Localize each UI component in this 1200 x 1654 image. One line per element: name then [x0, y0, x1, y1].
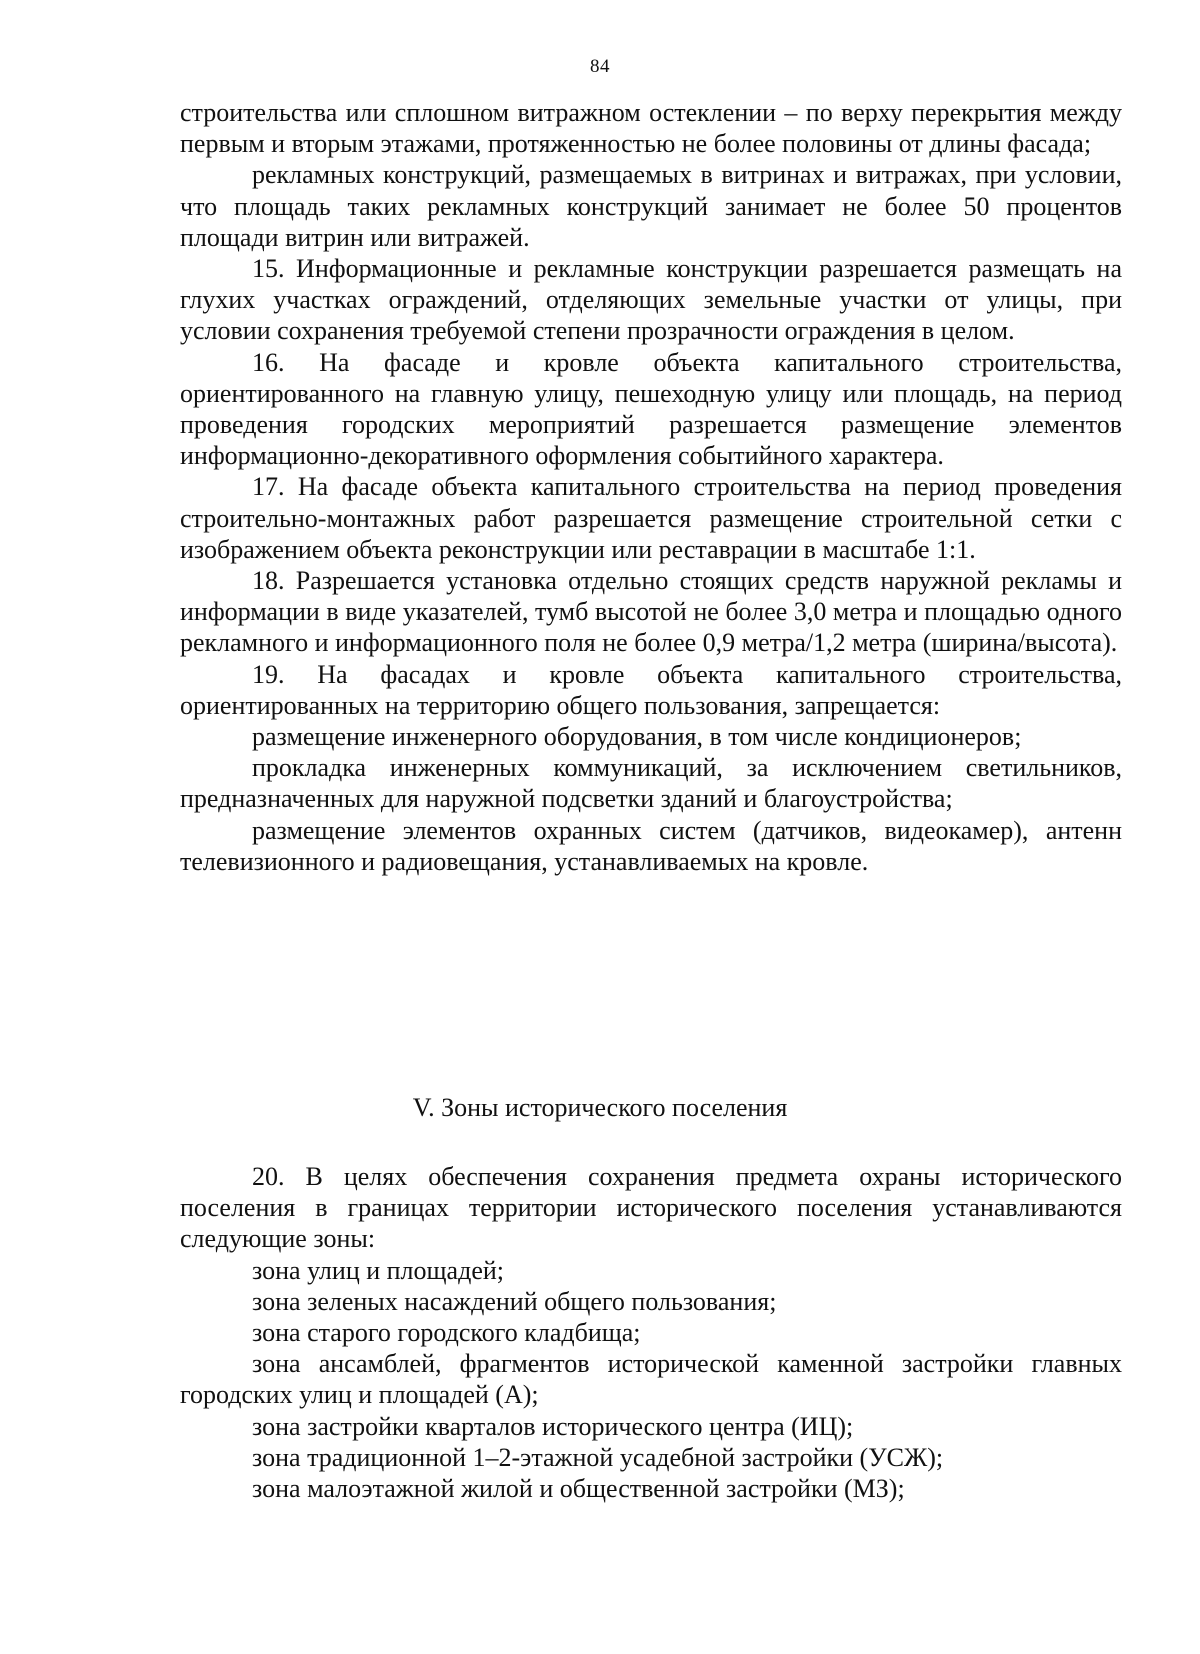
- paragraph-item-15: 15. Информационные и рекламные конструкции разрешается размещать на глухих участках ограждений, отделяющих земельные участки от улицы, при условии сохранения требуемой степени прозрачности ограждения в целом.: [180, 254, 1122, 346]
- list-item-zone-uszh: зона традиционной 1–2-этажной усадебной застройки (УСЖ);: [252, 1442, 944, 1472]
- list-item-zone-cemetery: зона старого городского кладбища;: [252, 1318, 641, 1348]
- list-item-security-systems: размещение элементов охранных систем (датчиков, видеокамер), антенн телевизионного и радиовещания, устанавливаемых на кровле.: [180, 815, 1122, 876]
- list-item-zone-streets: зона улиц и площадей;: [252, 1255, 505, 1285]
- paragraph-facade-glazing-continuation: строительства или сплошном витражном остеклении – по верху перекрытия между первым и вторым этажами, протяженностью не более половины от длины фасада;: [180, 98, 1122, 159]
- paragraph-item-16: 16. На фасаде и кровле объекта капитального строительства, ориентированного на главную улицу, пешеходную улицу или площадь, на период проведения городских мероприятий разрешается размещение элементов информационно-декоративного оформления событийного характера.: [180, 347, 1122, 471]
- page-number: 84: [590, 56, 610, 77]
- bottom-text-block: [180, 1161, 1122, 1504]
- list-item-engineering-communications: прокладка инженерных коммуникаций, за исключением светильников, предназначенных для наружной подсветки зданий и благоустройства;: [180, 753, 1122, 814]
- paragraph-window-advertising: рекламных конструкций, размещаемых в витринах и витражах, при условии, что площадь таких рекламных конструкций занимает не более 50 процентов площади витрин или витражей.: [180, 160, 1122, 252]
- section-heading: V. Зоны исторического поселения: [412, 1093, 788, 1122]
- paragraph-item-20: 20. В целях обеспечения сохранения предмета охраны исторического поселения в границах территории исторического поселения устанавливаются следующие зоны:: [180, 1162, 1122, 1254]
- list-item-engineering-equipment: размещение инженерного оборудования, в том числе кондиционеров;: [252, 722, 1022, 752]
- list-item-zone-a: зона ансамблей, фрагментов исторической каменной застройки главных городских улиц и площадей (А);: [180, 1349, 1122, 1410]
- paragraph-item-17: 17. На фасаде объекта капитального строительства на период проведения строительно-монтажных работ разрешается размещение строительной сетки с изображением объекта реконструкции или реставрации в масштабе 1:1.: [180, 472, 1122, 564]
- list-item-zone-ic: зона застройки кварталов исторического центра (ИЦ);: [252, 1411, 854, 1441]
- list-item-zone-mz: зона малоэтажной жилой и общественной застройки (МЗ);: [252, 1474, 905, 1504]
- paragraph-item-19: 19. На фасадах и кровле объекта капитального строительства, ориентированных на территорию общего пользования, запрещается:: [180, 659, 1122, 720]
- list-item-zone-green: зона зеленых насаждений общего пользования;: [252, 1286, 777, 1316]
- paragraph-item-18: 18. Разрешается установка отдельно стоящих средств наружной рекламы и информации в виде указателей, тумб высотой не более 3,0 метра и площадью одного рекламного и информационного поля не более 0,9 метра/1,2 метра (ширина/высота).: [180, 566, 1122, 658]
- top-text-block: [180, 97, 1122, 877]
